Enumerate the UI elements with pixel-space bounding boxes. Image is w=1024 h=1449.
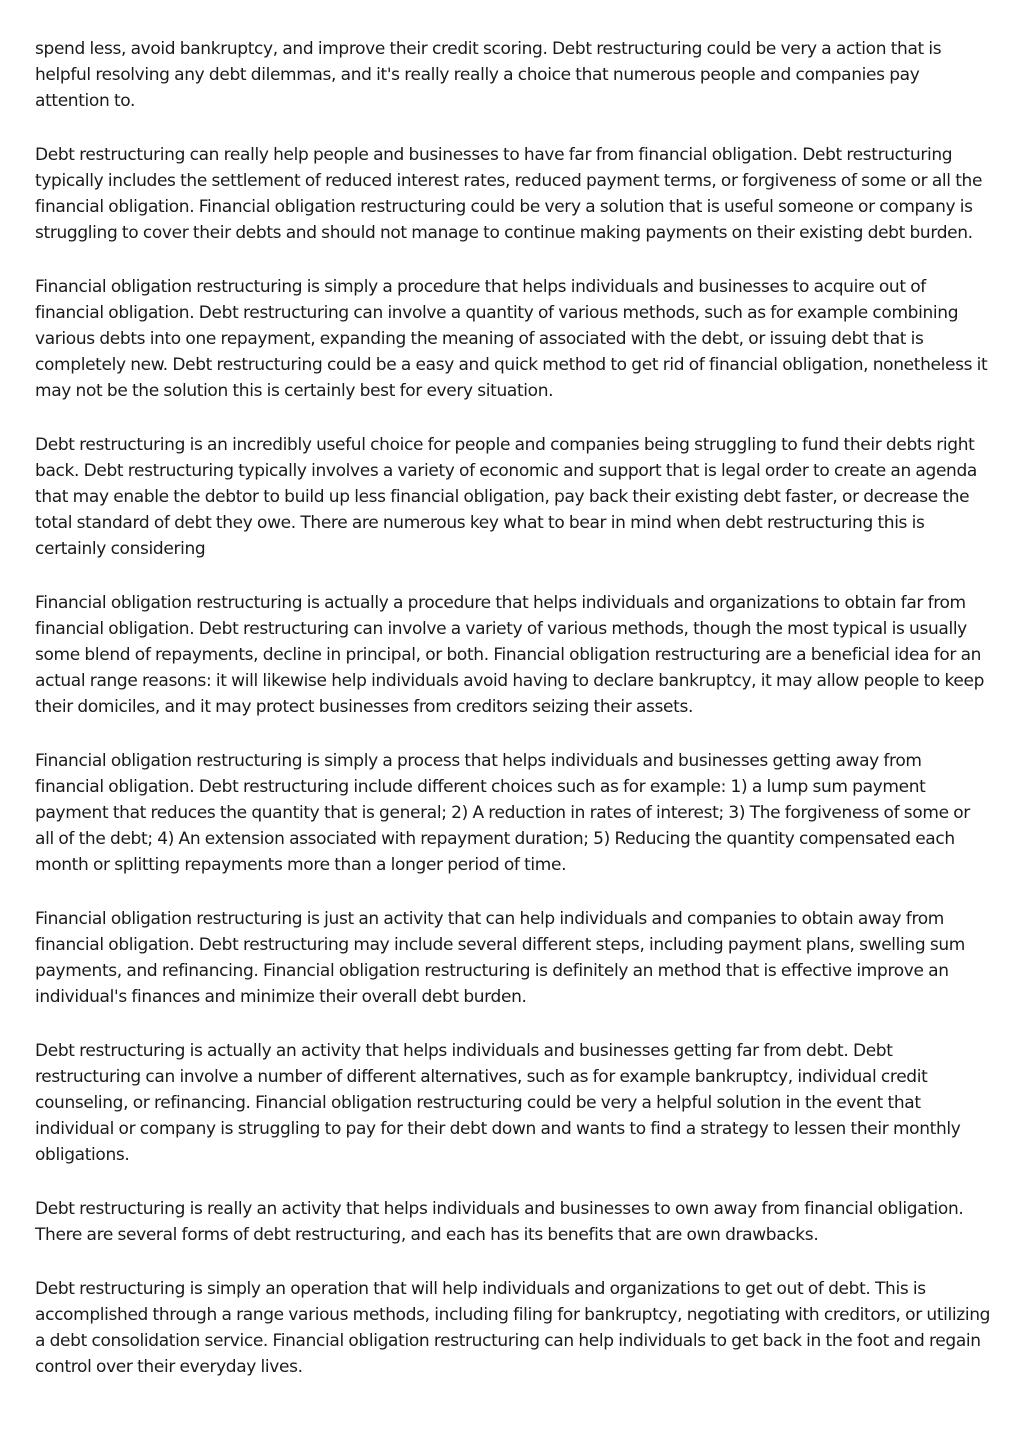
paragraph: Financial obligation restructuring is actually a procedure that helps individuals and organizations to obtain far from financial obligation. Debt restructuring can involve a variety of various methods, though the most typical is usually some blend of repayments, decline in principal, or both. Financial obligation restructuring are a beneficial idea for an actual range reasons: it will likewise help individuals avoid having to declare bankruptcy, it may allow people to keep their domiciles, and it may protect businesses from creditors seizing their assets.: [35, 593, 985, 717]
paragraph: Debt restructuring is simply an operation that will help individuals and organizations to get out of debt. This is accomplished through a range various methods, including filing for bankruptcy, negotiating with creditors, or utilizing a debt consolidation service. Financial obligation restructuring can help individuals to get back in the foot and regain control over their everyday lives.: [35, 1279, 991, 1377]
paragraph: Debt restructuring can really help people and businesses to have far from financial obligation. Debt restructuring typically includes the settlement of reduced interest rates, reduced payment terms, or forgiveness of some or all the financial obligation. Financial obligation restructuring could be very a solution that is useful someone or company is struggling to cover their debts and should not manage to continue making payments on their existing debt burden.: [35, 145, 983, 243]
document-body: [35, 36, 993, 1408]
paragraph: spend less, avoid bankruptcy, and improve their credit scoring. Debt restructuring could be very a action that is helpful resolving any debt dilemmas, and it's really really a choice that numerous people and companies pay attention to.: [35, 39, 942, 111]
paragraph: Financial obligation restructuring is simply a procedure that helps individuals and businesses to acquire out of financial obligation. Debt restructuring can involve a quantity of various methods, such as for example combining various debts into one repayment, expanding the meaning of associated with the debt, or issuing debt that is completely new. Debt restructuring could be a easy and quick method to get rid of financial obligation, nonetheless it may not be the solution this is certainly best for every situation.: [35, 277, 988, 401]
paragraph: Financial obligation restructuring is just an activity that can help individuals and companies to obtain away from financial obligation. Debt restructuring may include several different steps, including payment plans, swelling sum payments, and refinancing. Financial obligation restructuring is definitely an method that is effective improve an individual's finances and minimize their overall debt burden.: [35, 909, 965, 1007]
paragraph: Debt restructuring is really an activity that helps individuals and businesses to own away from financial obligation. There are several forms of debt restructuring, and each has its benefits that are own drawbacks.: [35, 1199, 964, 1245]
paragraph: Debt restructuring is an incredibly useful choice for people and companies being struggling to fund their debts right back. Debt restructuring typically involves a variety of economic and support that is legal order to create an agenda that may enable the debtor to build up less financial obligation, pay back their existing debt faster, or decrease the total standard of debt they owe. There are numerous key what to bear in mind when debt restructuring this is certainly considering: [35, 435, 977, 559]
paragraph: Debt restructuring is actually an activity that helps individuals and businesses getting far from debt. Debt restructuring can involve a number of different alternatives, such as for example bankruptcy, individual credit counseling, or refinancing. Financial obligation restructuring could be very a helpful solution in the event that individual or company is struggling to pay for their debt down and wants to find a strategy to lessen their monthly obligations.: [35, 1041, 961, 1165]
paragraph: Financial obligation restructuring is simply a process that helps individuals and businesses getting away from financial obligation. Debt restructuring include different choices such as for example: 1) a lump sum payment payment that reduces the quantity that is general; 2) A reduction in rates of interest; 3) The forgiveness of some or all of the debt; 4) An extension associated with repayment duration; 5) Reducing the quantity compensated each month or splitting repayments more than a longer period of time.: [35, 751, 970, 875]
